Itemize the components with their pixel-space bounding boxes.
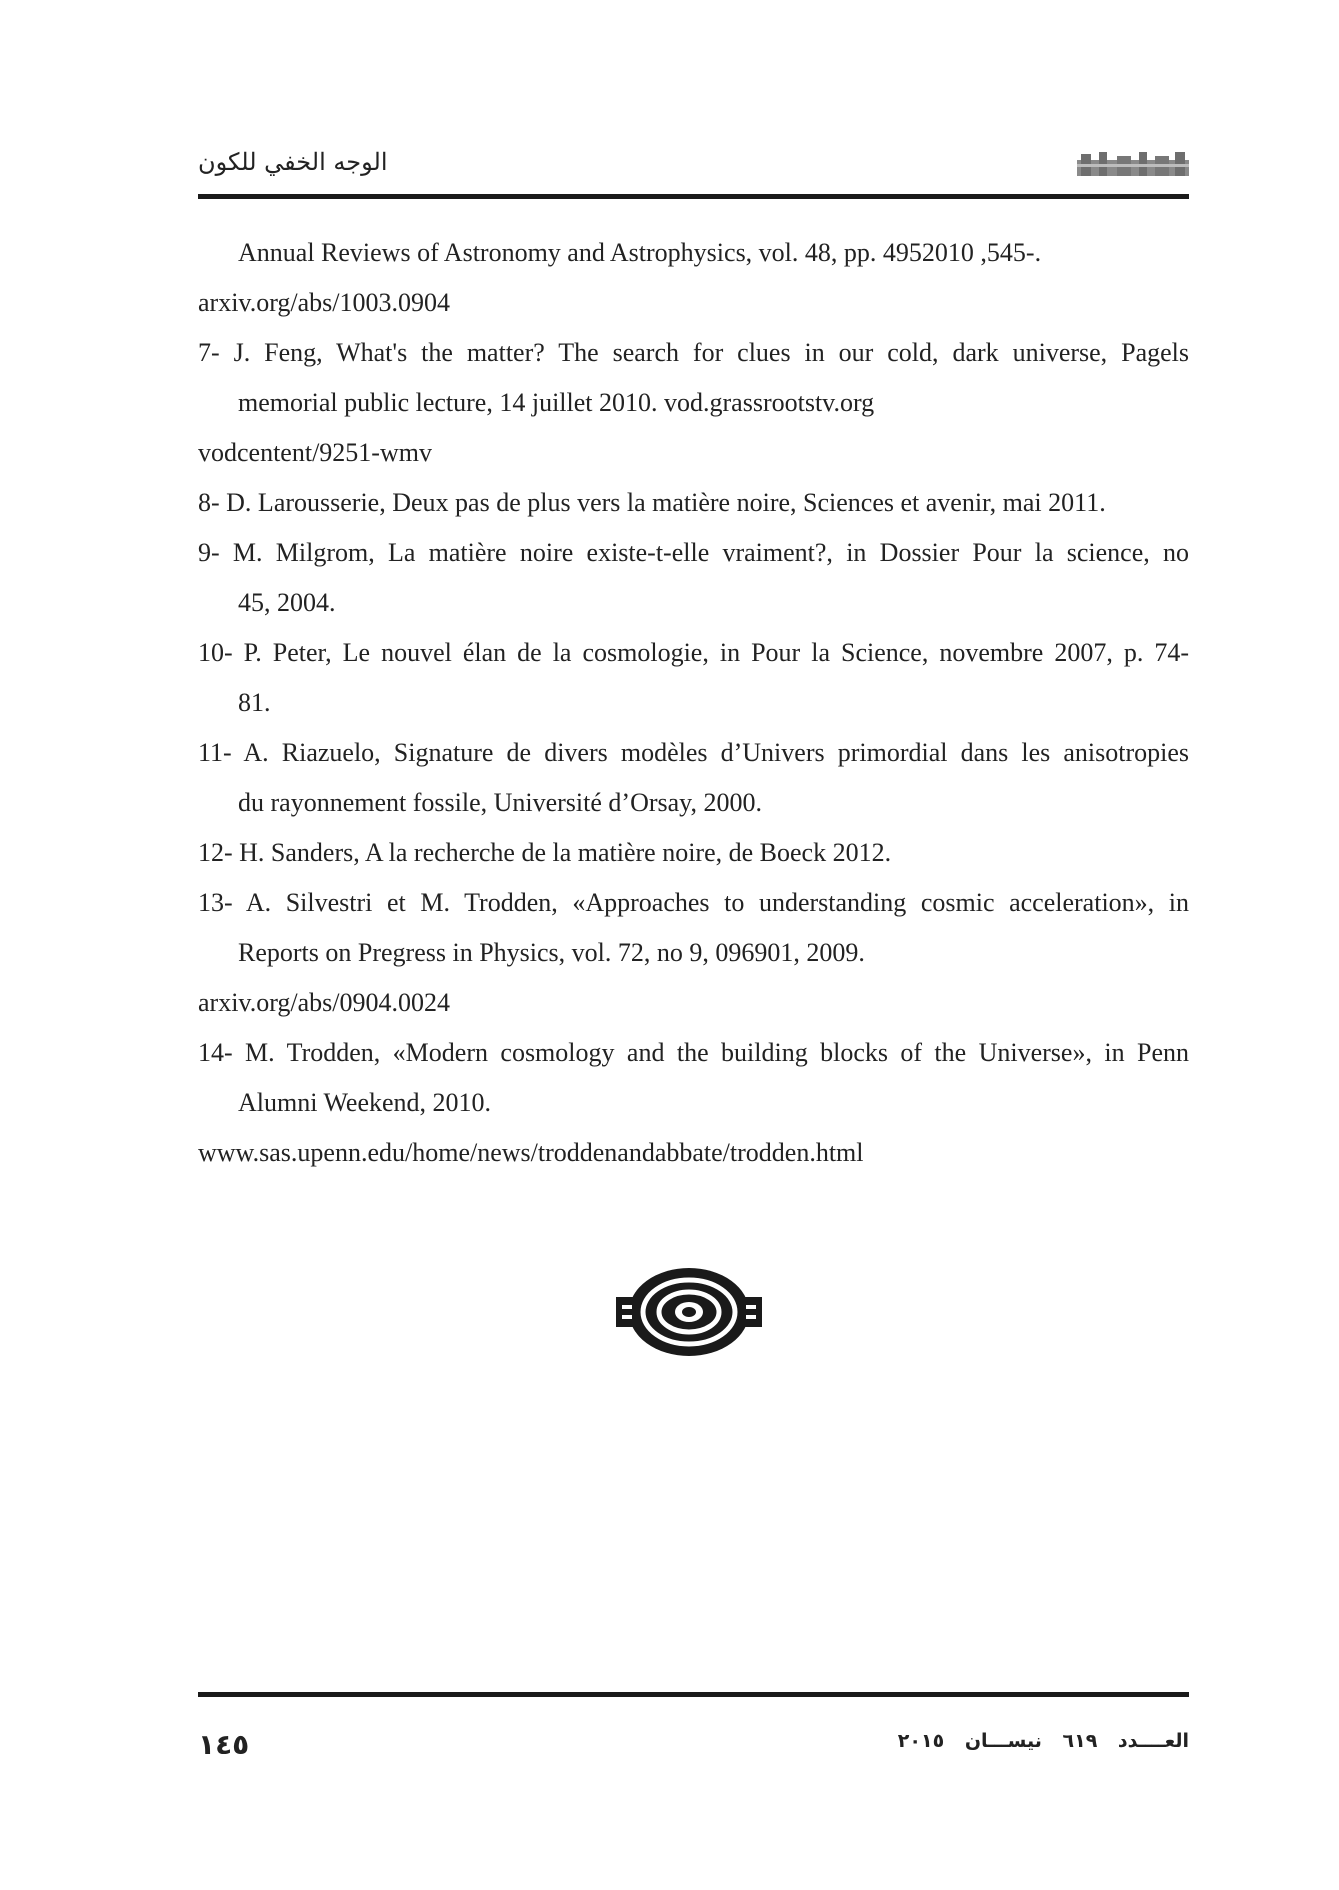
reference-line: 14- M. Trodden, «Modern cosmology and the building blocks of the Universe», in Penn [198, 1038, 1189, 1067]
reference-line: 7- J. Feng, What's the matter? The search for clues in our cold, dark universe, Pagels [198, 338, 1189, 367]
issue-number: ٦١٩ [1062, 1730, 1098, 1752]
reference-line: 13- A. Silvestri et M. Trodden, «Approaches to understanding cosmic acceleration», in [198, 888, 1189, 917]
page-header [198, 140, 1189, 200]
issue-year: ٢٠١٥ [897, 1730, 945, 1752]
reference-line: www.sas.upenn.edu/home/news/troddenandabbate/trodden.html [198, 1138, 864, 1167]
reference-line: 10- P. Peter, Le nouvel élan de la cosmologie, in Pour la Science, novembre 2007, p. 74- [198, 638, 1189, 667]
reference-line: arxiv.org/abs/0904.0024 [198, 988, 451, 1017]
running-title: الوجه الخفي للكون [198, 148, 388, 176]
ornament-icon [616, 1263, 762, 1366]
reference-line: du rayonnement fossile, Université d’Orsay, 2000. [238, 788, 762, 817]
reference-line: arxiv.org/abs/1003.0904 [198, 288, 451, 317]
reference-line: 81. [238, 688, 271, 717]
reference-line: 8- D. Larousserie, Deux pas de plus vers la matière noire, Sciences et avenir, mai 2011. [198, 488, 1106, 517]
reference-line: Annual Reviews of Astronomy and Astrophysics, vol. 48, pp. 4952010 ,545-. [238, 238, 1042, 267]
reference-line: 45, 2004. [238, 588, 336, 617]
reference-line: vodcentent/9251-wmv [198, 438, 432, 467]
footer-rule [198, 1692, 1189, 1697]
page-number: ١٤٥ [198, 1728, 250, 1761]
reference-line: 11- A. Riazuelo, Signature de divers modèles d’Univers primordial dans les anisotropies [198, 738, 1189, 767]
reference-line: Alumni Weekend, 2010. [238, 1088, 492, 1117]
issue-month: نيســـان [964, 1730, 1042, 1752]
reference-line: 12- H. Sanders, A la recherche de la matière noire, de Boeck 2012. [198, 838, 892, 867]
reference-line: Reports on Pregress in Physics, vol. 72, no 9, 096901, 2009. [238, 938, 865, 967]
references-list [198, 228, 1189, 1178]
issue-label: العــــدد [1117, 1730, 1189, 1752]
reference-line: memorial public lecture, 14 juillet 2010. vod.grassrootstv.org [238, 388, 875, 417]
page-footer [198, 1722, 1189, 1782]
header-rule [198, 194, 1189, 199]
issue-info [884, 1730, 1189, 1752]
magazine-logo [1077, 150, 1189, 187]
reference-line: 9- M. Milgrom, La matière noire existe-t-elle vraiment?, in Dossier Pour la science, no [198, 538, 1189, 567]
